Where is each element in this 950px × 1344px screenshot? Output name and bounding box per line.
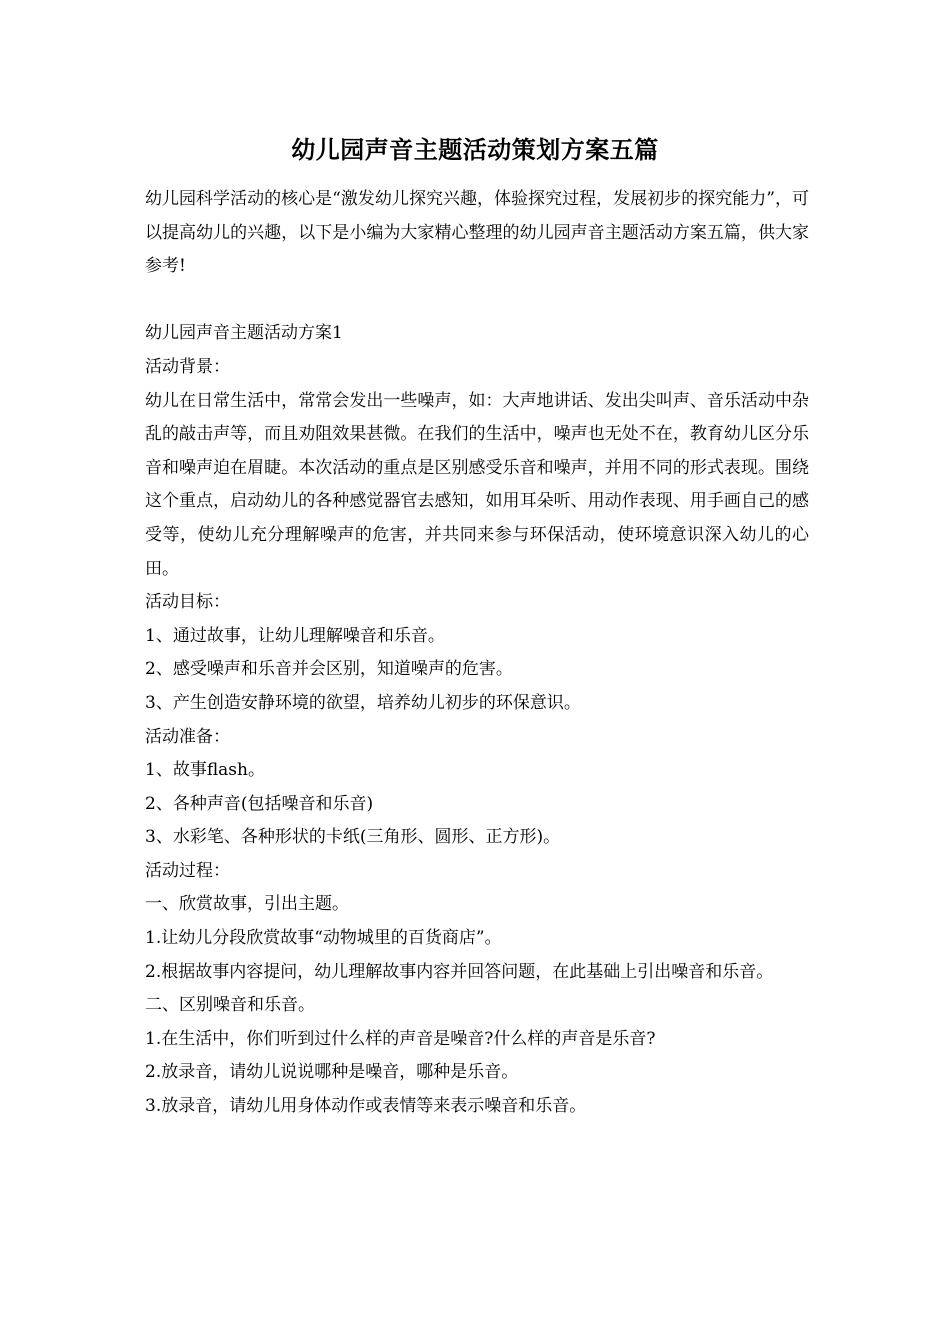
paragraph-background-text: 幼儿在日常生活中，常常会发出一些噪声，如：大声地讲话、发出尖叫声、音乐活动中杂乱的敲击声等，而且劝阻效果甚微。在我们的生活中，噪声也无处不在，教育幼儿区分乐音和噪声迫在眉睫。本次活动的重点是区别感受乐音和噪声，并用不同的形式表现。围绕这个重点，启动幼儿的各种感觉器官去感知，如用耳朵听、用动作表现、用手画自己的感受等，使幼儿充分理解噪声的危害，并共同来参与环保活动，使环境意识深入幼儿的心田。 bbox=[145, 390, 809, 579]
paragraph-prep-1: 1、故事flash。 bbox=[145, 760, 265, 781]
paragraph-prep-heading: 活动准备： bbox=[145, 726, 230, 747]
paragraph-goal-1: 1、通过故事，让幼儿理解噪音和乐音。 bbox=[145, 625, 445, 646]
paragraph-spacer bbox=[145, 284, 809, 318]
paragraph-prep-2: 2、各种声音(包括噪音和乐音) bbox=[145, 793, 374, 814]
paragraph-step-1-1: 1.让幼儿分段欣赏故事“动物城里的百货商店”。 bbox=[145, 928, 502, 949]
paragraph-prep-3: 3、水彩笔、各种形状的卡纸(三角形、圆形、正方形)。 bbox=[145, 827, 561, 848]
paragraph-step-2-2: 2.放录音，请幼儿说说哪种是噪音，哪种是乐音。 bbox=[145, 1062, 519, 1083]
paragraph-goal-2: 2、感受噪声和乐音并会区别，知道噪声的危害。 bbox=[145, 659, 513, 680]
paragraph-goals-heading: 活动目标： bbox=[145, 592, 230, 613]
paragraph-step-2-1: 1.在生活中，你们听到过什么样的声音是噪音?什么样的声音是乐音? bbox=[145, 1028, 656, 1049]
intro-paragraph: 幼儿园科学活动的核心是“激发幼儿探究兴趣，体验探究过程，发展初步的探究能力”，可以提高幼儿的兴趣，以下是小编为大家精心整理的幼儿园声音主题活动方案五篇，供大家参考! bbox=[145, 189, 809, 277]
document-title: 幼儿园声音主题活动策划方案五篇 bbox=[291, 135, 659, 164]
document-body bbox=[145, 183, 809, 1124]
paragraph-background-heading: 活动背景： bbox=[145, 356, 230, 377]
paragraph-step-2: 二、区别噪音和乐音。 bbox=[145, 995, 315, 1016]
paragraph-step-2-3: 3.放录音，请幼儿用身体动作或表情等来表示噪音和乐音。 bbox=[145, 1096, 587, 1117]
paragraph-step-1-2: 2.根据故事内容提问，幼儿理解故事内容并回答问题，在此基础上引出噪音和乐音。 bbox=[145, 961, 774, 982]
paragraph-step-1: 一、欣赏故事，引出主题。 bbox=[145, 894, 349, 915]
paragraph-process-heading: 活动过程： bbox=[145, 860, 230, 881]
paragraph-goal-3: 3、产生创造安静环境的欲望，培养幼儿初步的环保意识。 bbox=[145, 692, 581, 713]
section-title: 幼儿园声音主题活动方案1 bbox=[145, 323, 343, 344]
